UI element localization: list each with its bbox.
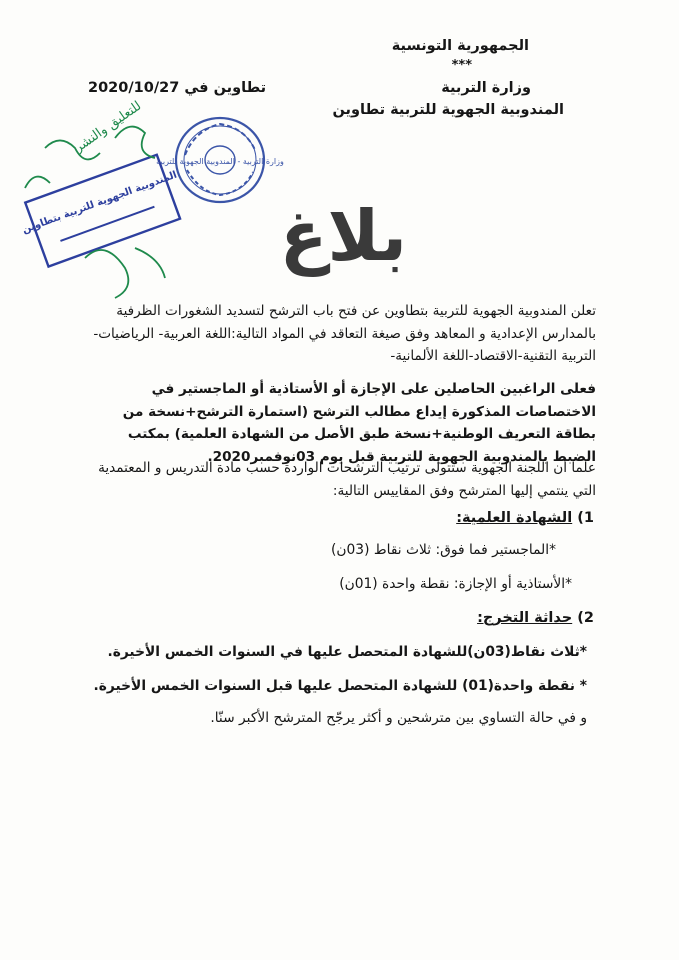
- section-2-heading: [477, 610, 594, 626]
- ministry-heading: وزارة التربية: [441, 80, 531, 96]
- section-1-title: الشهادة العلمية:: [456, 510, 573, 526]
- section-1-heading: [456, 510, 594, 526]
- section-1-number: 1): [577, 510, 594, 526]
- section-2-number: 2): [577, 610, 594, 626]
- paragraph-1: تعلن المندوبية الجهوية للتربية بتطاوين عن فتح باب الترشح لتسديد الشغورات الظرفية بالمدارس الإعدادية و المعاهد وفق صيغة التعاقد في المواد التالية:اللغة العربية- الرياضيات-التربية التقنية-الاقتصاد-اللغة الألمانية-: [93, 303, 596, 364]
- date-line: تطاوين في 2020/10/27: [88, 80, 267, 96]
- closing-note: و في حالة التساوي بين مترشحين و أكثر يرجّح المترشح الأكبر سنّا.: [210, 710, 587, 726]
- criterion-item-3: *ثلاث نقاط(03ن)للشهادة المتحصل عليها في السنوات الخمس الأخيرة.: [107, 644, 587, 660]
- republic-heading: الجمهورية التونسية: [391, 38, 529, 54]
- section-2-title: حداثة التخرج:: [477, 610, 573, 626]
- header-stars: ***: [451, 58, 472, 73]
- rect-stamp-text: المندوبية الجهوية للتربية بتطاوين: [20, 169, 179, 236]
- announcement-title: بلاغ: [279, 195, 407, 277]
- regional-commission-heading: المندوبية الجهوية للتربية تطاوين: [332, 102, 564, 118]
- handwritten-note: للتعليق والنشر: [71, 98, 145, 156]
- round-stamp-text: وزارة التربية - المندوبية الجهوية للتربية: [156, 157, 284, 166]
- paragraph-2: فعلى الراغبين الحاصلين على الإجازة أو الأستاذية أو الماجستير في الاختصاصات المذكورة إيداع مطالب الترشح (استمارة الترشح+نسخة من بطاقة التعريف الوطنية+نسخة طبق الأصل من الشهادة العلمية) بمكتب الضبط بالمندوبية الجهوية للتربية قبل يوم 03نوفمبر2020.: [122, 381, 596, 465]
- rect-stamp-icon: [15, 98, 185, 308]
- criterion-item-4: * نقطة واحدة(01) للشهادة المتحصل عليها قبل السنوات الخمس الأخيرة.: [93, 678, 587, 694]
- criterion-item-2: *الأستاذية أو الإجازة: نقطة واحدة (01ن): [339, 576, 572, 592]
- criterion-item-1: *الماجستير فما فوق: ثلاث نقاط (03ن): [331, 542, 556, 558]
- paragraph-3: علما أن اللجنة الجهوية ستتولى ترتيب الترشحات الواردة حسب مادة التدريس و المعتمدية التي ينتمي إليها المترشح وفق المقاييس التالية:: [98, 460, 596, 499]
